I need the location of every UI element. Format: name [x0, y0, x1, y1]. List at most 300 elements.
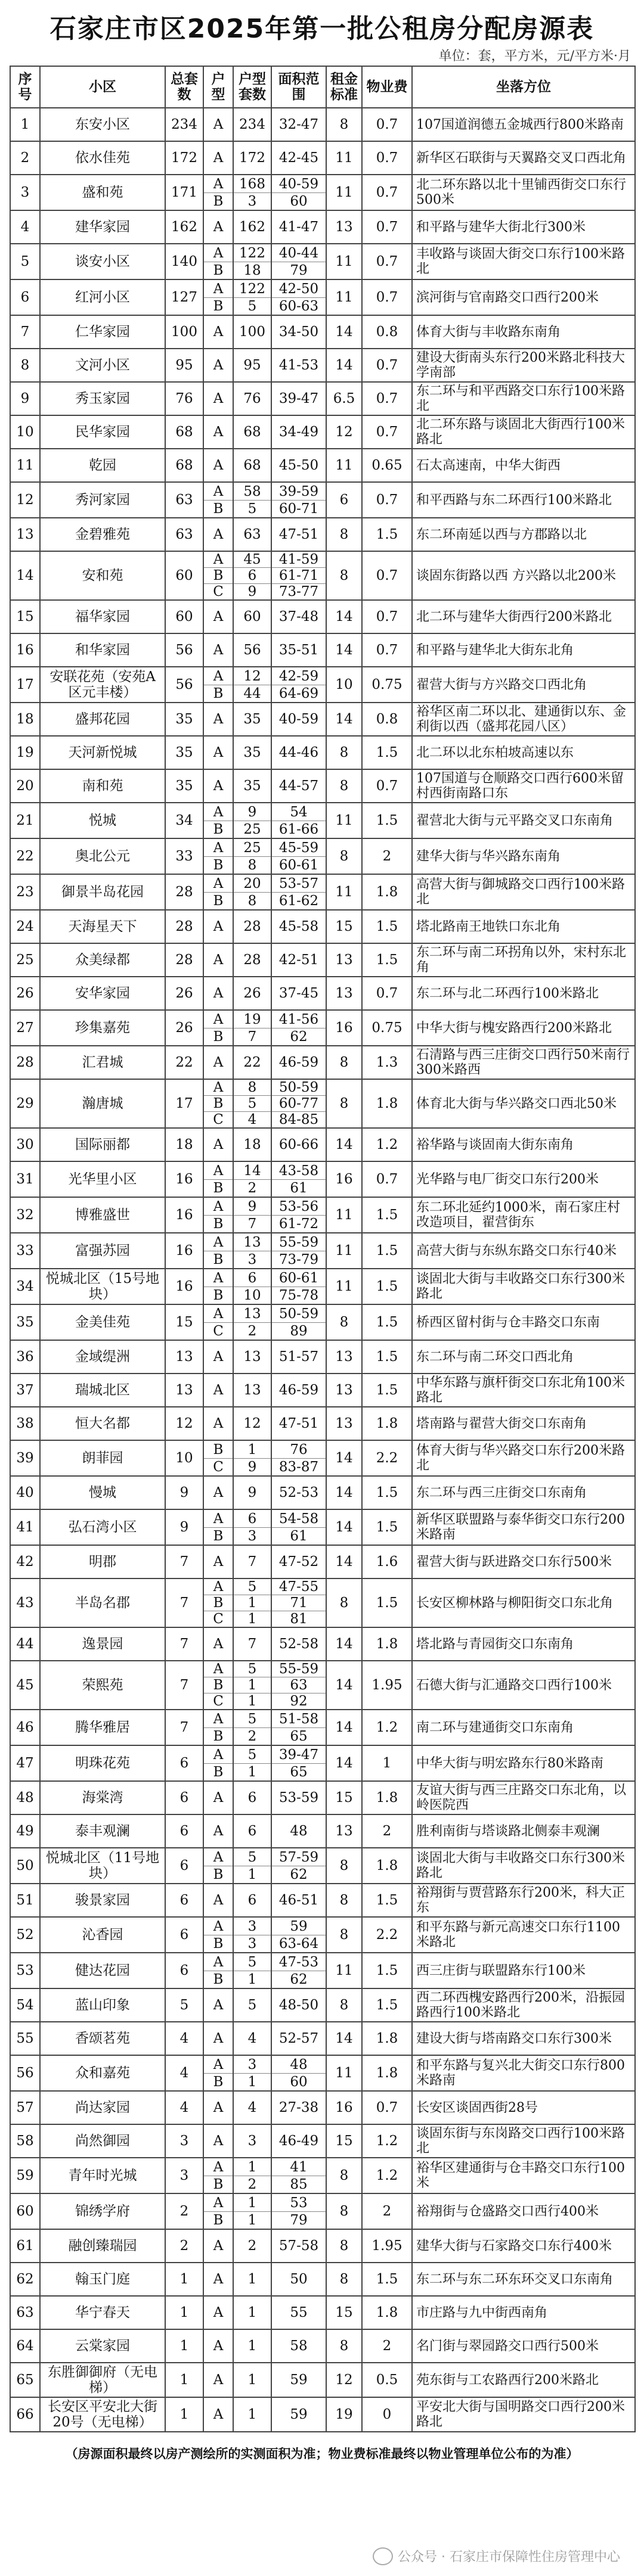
area-ranges	[271, 1340, 326, 1374]
rent-standard: 11	[326, 175, 362, 210]
total-units: 17	[165, 1079, 203, 1128]
rent-standard: 11	[326, 449, 362, 482]
area-ranges	[271, 1848, 326, 1884]
table-row	[10, 1509, 635, 1545]
rent-standard: 8	[326, 736, 362, 769]
table-row	[10, 1988, 635, 2022]
unit-types	[203, 315, 233, 349]
table-row	[10, 736, 635, 769]
unit-types	[203, 2329, 233, 2363]
type-counts-item: 10	[234, 1287, 271, 1304]
rent-standard: 11	[326, 1197, 362, 1233]
community-name: 逸景园	[40, 1627, 165, 1661]
row-number: 54	[10, 1988, 40, 2022]
area-ranges-item: 46-51	[278, 1893, 319, 1908]
type-counts-item: 6	[247, 1823, 257, 1839]
table-row	[10, 1010, 635, 1046]
area-ranges-item: 47-51	[278, 527, 319, 542]
type-counts	[233, 175, 271, 210]
community-name: 悦城	[40, 803, 165, 838]
community-name: 长安区平安北大街20号（无电梯）	[40, 2397, 165, 2432]
community-name: 福华家园	[40, 600, 165, 633]
row-number: 28	[10, 1046, 40, 1079]
area-ranges	[271, 1953, 326, 1988]
area-ranges-item: 45-50	[278, 458, 319, 473]
total-units: 63	[165, 518, 203, 551]
location: 新华区石联街与天翼路交叉口西北角	[412, 141, 635, 175]
unit-types-item: B	[204, 856, 233, 874]
type-counts	[233, 2124, 271, 2158]
area-ranges	[271, 2022, 326, 2055]
type-counts-item: 76	[243, 391, 261, 406]
unit-types-item: A	[213, 1893, 224, 1908]
unit-types-item: B	[204, 297, 233, 315]
table-row	[10, 449, 635, 482]
total-units: 68	[165, 449, 203, 482]
type-counts-item: 18	[234, 262, 271, 279]
type-counts-item: 6	[234, 567, 271, 583]
area-ranges	[271, 838, 326, 874]
unit-types	[203, 2091, 233, 2124]
unit-types	[203, 482, 233, 518]
unit-types-item: A	[213, 952, 224, 968]
unit-types-item: A	[213, 2133, 224, 2149]
area-ranges	[271, 108, 326, 141]
type-counts-item: 68	[243, 458, 261, 473]
property-fee: 1.5	[362, 1578, 412, 1627]
table-row	[10, 1917, 635, 1953]
type-counts	[233, 2193, 271, 2229]
location: 中华大街与槐安路西行200米路北	[412, 1010, 635, 1046]
location: 中华大街与明宏路东行80米路南	[412, 1745, 635, 1781]
unit-types-item: B	[204, 1287, 233, 1304]
header-cell: 户型	[203, 66, 233, 108]
rent-standard: 6.5	[326, 382, 362, 415]
rent-standard: 8	[326, 769, 362, 803]
type-counts-item: 2	[234, 1727, 271, 1745]
rent-standard: 11	[326, 803, 362, 838]
row-number: 22	[10, 838, 40, 874]
rent-standard: 8	[326, 1988, 362, 2022]
unit-types-item: A	[213, 150, 224, 166]
unit-types-item: A	[213, 1055, 224, 1070]
type-counts-item: 1	[247, 1441, 257, 1458]
property-fee: 0.7	[362, 210, 412, 244]
total-units: 16	[165, 1233, 203, 1269]
unit-types	[203, 382, 233, 415]
table-row	[10, 279, 635, 315]
total-units: 35	[165, 703, 203, 736]
total-units: 100	[165, 315, 203, 349]
type-counts-item: 5	[234, 297, 271, 315]
row-number: 56	[10, 2055, 40, 2091]
location: 石清路与西三庄街交口西行50米南行300米路西	[412, 1046, 635, 1079]
row-number: 8	[10, 349, 40, 382]
unit-types-item: A	[213, 2100, 224, 2115]
unit-types	[203, 977, 233, 1010]
area-ranges	[271, 210, 326, 244]
total-units: 60	[165, 551, 203, 600]
total-units: 1	[165, 2296, 203, 2329]
type-counts-item: 7	[247, 1636, 257, 1652]
rent-standard: 14	[326, 315, 362, 349]
unit-types-item: A	[213, 1849, 224, 1865]
community-name: 金碧雅苑	[40, 518, 165, 551]
type-counts-item: 12	[243, 1416, 261, 1431]
community-name: 骏景家园	[40, 1884, 165, 1917]
property-fee: 1.5	[362, 1476, 412, 1509]
type-counts-item: 4	[247, 2100, 257, 2115]
type-counts	[233, 2055, 271, 2091]
watermark	[373, 2547, 620, 2565]
watermark-text: 公众号 · 石家庄市保障性住房管理中心	[398, 2550, 620, 2565]
type-counts	[233, 1161, 271, 1197]
rent-standard: 14	[326, 2022, 362, 2055]
area-ranges	[271, 244, 326, 279]
unit-types	[203, 2193, 233, 2229]
row-number: 49	[10, 1814, 40, 1848]
unit-types-item: A	[213, 281, 224, 297]
area-ranges-item: 42-59	[278, 668, 319, 684]
total-units: 7	[165, 1578, 203, 1627]
unit-types	[203, 1128, 233, 1161]
unit-types-item: A	[213, 668, 224, 684]
location: 裕华路与谈固南大街东南角	[412, 1128, 635, 1161]
property-fee: 0.8	[362, 315, 412, 349]
community-name: 南和苑	[40, 769, 165, 803]
row-number: 26	[10, 977, 40, 1010]
property-fee: 1.5	[362, 1340, 412, 1374]
rent-standard: 8	[326, 1884, 362, 1917]
unit-types	[203, 1745, 233, 1781]
type-counts-item: 13	[243, 1382, 261, 1398]
total-units: 1	[165, 2397, 203, 2432]
unit-types-item: A	[213, 711, 224, 727]
area-ranges	[271, 518, 326, 551]
type-counts-item: 35	[243, 745, 261, 760]
unit-types-item: A	[213, 1790, 224, 1806]
location: 北二环东路以北十里铺西街交口东行500米	[412, 175, 635, 210]
community-name: 御景半岛花园	[40, 874, 165, 910]
area-ranges-item: 73-79	[272, 1251, 326, 1268]
location: 苑东街与工农路西行200米路北	[412, 2363, 635, 2397]
unit-types	[203, 1917, 233, 1953]
area-ranges-item: 41-53	[278, 358, 319, 373]
community-name: 悦城北区（15号地块）	[40, 1269, 165, 1304]
property-fee: 2	[362, 1814, 412, 1848]
unit-types	[203, 551, 233, 600]
table-row	[10, 1710, 635, 1745]
area-ranges-item: 50-59	[278, 1080, 319, 1095]
property-fee: 0.7	[362, 482, 412, 518]
unit-types-item: A	[213, 1954, 224, 1970]
area-ranges-item: 46-49	[278, 2133, 319, 2149]
total-units: 35	[165, 769, 203, 803]
unit-types-item: A	[213, 1080, 224, 1095]
row-number: 61	[10, 2229, 40, 2263]
area-ranges-item: 34-49	[278, 424, 319, 440]
row-number: 63	[10, 2296, 40, 2329]
rent-standard: 8	[326, 1917, 362, 1953]
type-counts-item: 3	[234, 1527, 271, 1545]
unit-types-item: B	[204, 500, 233, 517]
community-name: 瑞城北区	[40, 1374, 165, 1407]
unit-types-item: A	[213, 1306, 224, 1322]
area-ranges-item: 52-53	[278, 1485, 319, 1500]
unit-types-item: B	[204, 1971, 233, 1988]
type-counts	[233, 1476, 271, 1509]
area-ranges-item: 51-58	[278, 1711, 319, 1727]
rent-standard: 8	[326, 2193, 362, 2229]
row-number: 42	[10, 1545, 40, 1578]
unit-types-item: A	[213, 245, 224, 261]
unit-types	[203, 2363, 233, 2397]
type-counts	[233, 1269, 271, 1304]
type-counts-item: 44	[234, 685, 271, 702]
row-number: 5	[10, 244, 40, 279]
rent-standard: 11	[326, 2055, 362, 2091]
unit-types-item: B	[204, 1595, 233, 1611]
total-units: 35	[165, 736, 203, 769]
unit-types-item: A	[213, 986, 224, 1001]
area-ranges	[271, 2158, 326, 2193]
area-ranges	[271, 769, 326, 803]
row-number: 21	[10, 803, 40, 838]
unit-types-item: A	[213, 324, 224, 340]
total-units: 26	[165, 1010, 203, 1046]
community-name: 半岛名郡	[40, 1578, 165, 1627]
unit-types-item: A	[213, 219, 224, 235]
unit-types-item: B	[213, 1441, 224, 1458]
location: 和平西路与东二环西行100米路北	[412, 482, 635, 518]
rent-standard: 8	[326, 1848, 362, 1884]
area-ranges-item: 41	[290, 2159, 308, 2175]
area-ranges-item: 52-58	[278, 1636, 319, 1652]
table-row	[10, 910, 635, 943]
rent-standard: 14	[326, 1545, 362, 1578]
area-ranges-item: 45-59	[278, 840, 319, 856]
header-cell: 租金标准	[326, 66, 362, 108]
area-ranges-item: 48-50	[278, 1997, 319, 2013]
total-units: 13	[165, 1340, 203, 1374]
table-row	[10, 1269, 635, 1304]
type-counts	[233, 703, 271, 736]
area-ranges	[271, 2124, 326, 2158]
total-units: 9	[165, 1509, 203, 1545]
unit-types	[203, 244, 233, 279]
unit-types-item: B	[204, 2176, 233, 2193]
area-ranges-item: 42-51	[278, 952, 319, 968]
rent-standard: 19	[326, 2397, 362, 2432]
type-counts	[233, 874, 271, 910]
property-fee: 1.5	[362, 1988, 412, 2022]
area-ranges-item: 57-59	[278, 1849, 319, 1865]
unit-types	[203, 1627, 233, 1661]
area-ranges-item: 40-59	[278, 711, 319, 727]
unit-types-item: A	[213, 1198, 224, 1214]
unit-types	[203, 1233, 233, 1269]
community-name: 红河小区	[40, 279, 165, 315]
unit-types-item: B	[204, 2211, 233, 2229]
unit-types-item: A	[213, 1382, 224, 1398]
table-body	[10, 108, 635, 2432]
property-fee: 1.5	[362, 1374, 412, 1407]
area-ranges-item: 58	[290, 2338, 308, 2354]
table-row	[10, 1884, 635, 1917]
row-number: 30	[10, 1128, 40, 1161]
type-counts	[233, 1128, 271, 1161]
type-counts-item: 20	[243, 875, 261, 891]
area-ranges-item: 46-59	[278, 1055, 319, 1070]
area-ranges-item: 34-50	[278, 324, 319, 340]
location: 中华东路与旗杆街交口东北角100米路北	[412, 1374, 635, 1407]
property-fee: 1.8	[362, 1781, 412, 1814]
type-counts-item: 1	[234, 2073, 271, 2090]
row-number: 62	[10, 2263, 40, 2296]
type-counts	[233, 2022, 271, 2055]
unit-types-item: B	[204, 685, 233, 702]
total-units: 28	[165, 910, 203, 943]
community-name: 青年时光城	[40, 2158, 165, 2193]
rent-standard: 11	[326, 244, 362, 279]
row-number: 43	[10, 1578, 40, 1627]
type-counts-item: 63	[243, 527, 261, 542]
community-name: 谈安小区	[40, 244, 165, 279]
type-counts-item: 19	[243, 1011, 261, 1027]
community-name: 泰丰观澜	[40, 1814, 165, 1848]
unit-types	[203, 1848, 233, 1884]
table-row	[10, 1476, 635, 1509]
rent-standard: 11	[326, 141, 362, 175]
area-ranges	[271, 2296, 326, 2329]
total-units: 16	[165, 1269, 203, 1304]
location: 光华路与电厂街交口东行200米	[412, 1161, 635, 1197]
location: 桥西区留村街与仓丰路交口东南	[412, 1304, 635, 1340]
type-counts-item: 3	[247, 1918, 257, 1934]
area-ranges-item: 89	[272, 1322, 326, 1340]
unit-types-item: A	[213, 1661, 224, 1677]
unit-types	[203, 1374, 233, 1407]
table-row	[10, 1781, 635, 1814]
area-ranges-item: 44-57	[278, 778, 319, 794]
type-counts-item: 7	[234, 1028, 271, 1045]
community-name: 悦城北区（11号地块）	[40, 1848, 165, 1884]
rent-standard: 11	[326, 1953, 362, 1988]
property-fee: 0	[362, 2397, 412, 2432]
rent-standard: 15	[326, 2296, 362, 2329]
area-ranges	[271, 449, 326, 482]
rent-standard: 13	[326, 1407, 362, 1440]
type-counts	[233, 633, 271, 667]
type-counts	[233, 1079, 271, 1128]
row-number: 4	[10, 210, 40, 244]
rent-standard: 13	[326, 1374, 362, 1407]
area-ranges	[271, 382, 326, 415]
area-ranges	[271, 2193, 326, 2229]
area-ranges-item: 60-71	[272, 500, 326, 517]
table-row	[10, 482, 635, 518]
unit-types-item: B	[204, 2073, 233, 2090]
type-counts	[233, 1988, 271, 2022]
rent-standard: 15	[326, 1781, 362, 1814]
row-number: 55	[10, 2022, 40, 2055]
row-number: 15	[10, 600, 40, 633]
type-counts	[233, 1440, 271, 1476]
total-units: 172	[165, 141, 203, 175]
area-ranges-item: 53-57	[278, 875, 319, 891]
location: 谈固东街与东岗路交口西行100米路北	[412, 2124, 635, 2158]
area-ranges	[271, 2329, 326, 2363]
total-units: 28	[165, 943, 203, 977]
location: 南二环与建通街交口东南角	[412, 1710, 635, 1745]
row-number: 45	[10, 1661, 40, 1710]
total-units: 60	[165, 600, 203, 633]
type-counts-item: 95	[243, 358, 261, 373]
type-counts	[233, 1509, 271, 1545]
row-number: 64	[10, 2329, 40, 2363]
area-ranges	[271, 1710, 326, 1745]
table-row	[10, 315, 635, 349]
rent-standard: 13	[326, 943, 362, 977]
rent-standard: 8	[326, 2263, 362, 2296]
unit-types	[203, 1661, 233, 1710]
location: 和平东路与新元高速交口东行1100米路北	[412, 1917, 635, 1953]
community-name: 腾华雅居	[40, 1710, 165, 1745]
area-ranges	[271, 141, 326, 175]
type-counts	[233, 736, 271, 769]
property-fee: 2.2	[362, 1440, 412, 1476]
location: 北二环以北东柏坡高速以东	[412, 736, 635, 769]
area-ranges-item: 35-51	[278, 642, 319, 658]
unit-types-item: B	[204, 1677, 233, 1693]
unit-types	[203, 1545, 233, 1578]
row-number: 11	[10, 449, 40, 482]
table-row	[10, 1545, 635, 1578]
location: 塔南路与翟营大街交口东南角	[412, 1407, 635, 1440]
location: 107国道润德五金城西行800米路南	[412, 108, 635, 141]
total-units: 1	[165, 2363, 203, 2397]
rent-standard: 8	[326, 551, 362, 600]
rent-standard: 8	[326, 1046, 362, 1079]
footnote: （房源面积最终以房产测绘所的实测面积为准；物业费标准最终以物业管理单位公布的为准）	[65, 2446, 579, 2461]
total-units: 68	[165, 415, 203, 449]
unit-types	[203, 1269, 233, 1304]
area-ranges	[271, 1010, 326, 1046]
area-ranges-item: 73-77	[272, 583, 326, 599]
location: 体育大街与丰收路东南角	[412, 315, 635, 349]
total-units: 9	[165, 1476, 203, 1509]
area-ranges	[271, 1128, 326, 1161]
type-counts-item: 3	[234, 1251, 271, 1268]
row-number: 29	[10, 1079, 40, 1128]
property-fee: 1.5	[362, 736, 412, 769]
table-row	[10, 838, 635, 874]
area-ranges-item: 41-59	[278, 552, 319, 567]
location: 和平路与建华北大街东北角	[412, 633, 635, 667]
table-row	[10, 977, 635, 1010]
unit-types	[203, 1161, 233, 1197]
unit-types-item: A	[213, 552, 224, 567]
property-fee: 1.8	[362, 2022, 412, 2055]
type-counts	[233, 1197, 271, 1233]
property-fee: 1.5	[362, 1953, 412, 1988]
unit-types-item: A	[213, 840, 224, 856]
total-units: 56	[165, 633, 203, 667]
total-units: 4	[165, 2091, 203, 2124]
row-number: 36	[10, 1340, 40, 1374]
unit-types-item: A	[213, 117, 224, 132]
header-cell: 序号	[10, 66, 40, 108]
